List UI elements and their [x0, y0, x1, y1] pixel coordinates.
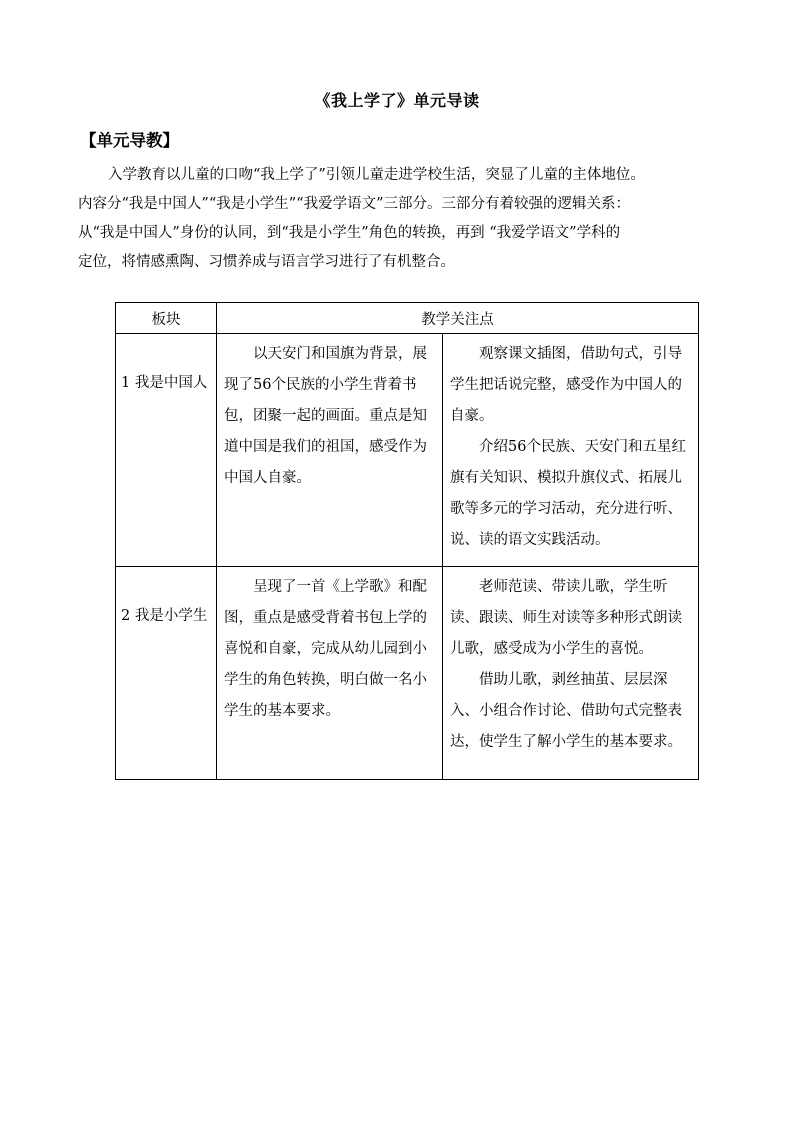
intro-line: 内容分“我是中国人”“我是小学生”“我爱学语文”三部分。三部分有着较强的逻辑关系：	[78, 196, 630, 212]
row-activity-text: 老师范读、带读儿歌，学生听读、跟读、师生对读等多种形式朗读儿歌，感受成为小学生的喜悦。	[450, 579, 682, 657]
teaching-focus-table	[115, 302, 699, 780]
table-row	[116, 334, 699, 567]
row-section-label: 1 我是中国人	[121, 375, 208, 391]
header-focus: 教学关注点	[217, 303, 699, 334]
row-section-cell	[116, 567, 217, 780]
header-section: 板块	[116, 303, 217, 334]
row-activities-cell	[443, 567, 699, 780]
row-activity-text: 借助儿歌，剥丝抽茧、层层深入、小组合作讨论、借助句式完整表达，使学生了解小学生的基本要求。	[450, 672, 682, 750]
row-focus-text: 以天安门和国旗为背景，展现了56个民族的小学生背着书包，团聚一起的画面。重点是知道中国是我们的祖国，感受作为中国人自豪。	[224, 346, 427, 486]
row-section-label: 2 我是小学生	[121, 608, 208, 624]
intro-paragraph	[78, 161, 718, 277]
row-activity-text: 介绍56个民族、天安门和五星红旗有关知识、模拟升旗仪式、拓展儿歌等多元的学习活动，充分进行听、说、读的语文实践活动。	[450, 439, 686, 548]
row-focus-cell	[217, 567, 443, 780]
row-focus-text: 呈现了一首《上学歌》和配图，重点是感受背着书包上学的喜悦和自豪，完成从幼儿园到小学生的角色转换，明白做一名小学生的基本要求。	[224, 579, 427, 719]
section-heading: 【单元导教】	[80, 131, 179, 150]
document-title: 《我上学了》单元导读	[314, 91, 480, 110]
row-section-cell	[116, 334, 217, 567]
intro-line: 定位，将情感熏陶、习惯养成与语言学习进行了有机整合。	[78, 254, 455, 270]
row-activities-cell	[443, 334, 699, 567]
row-focus-cell	[217, 334, 443, 567]
table-row	[116, 567, 699, 780]
intro-line: 入学教育以儿童的口吻“我上学了”引领儿童走进学校生活，突显了儿童的主体地位。	[108, 167, 645, 183]
row-activity-text: 观察课文插图，借助句式，引导学生把话说完整，感受作为中国人的自豪。	[450, 346, 682, 424]
table-header-row	[116, 303, 699, 334]
intro-line: 从“我是中国人”身份的认同，到“我是小学生”角色的转换，再到 “我爱学语文”学科的	[78, 225, 621, 241]
